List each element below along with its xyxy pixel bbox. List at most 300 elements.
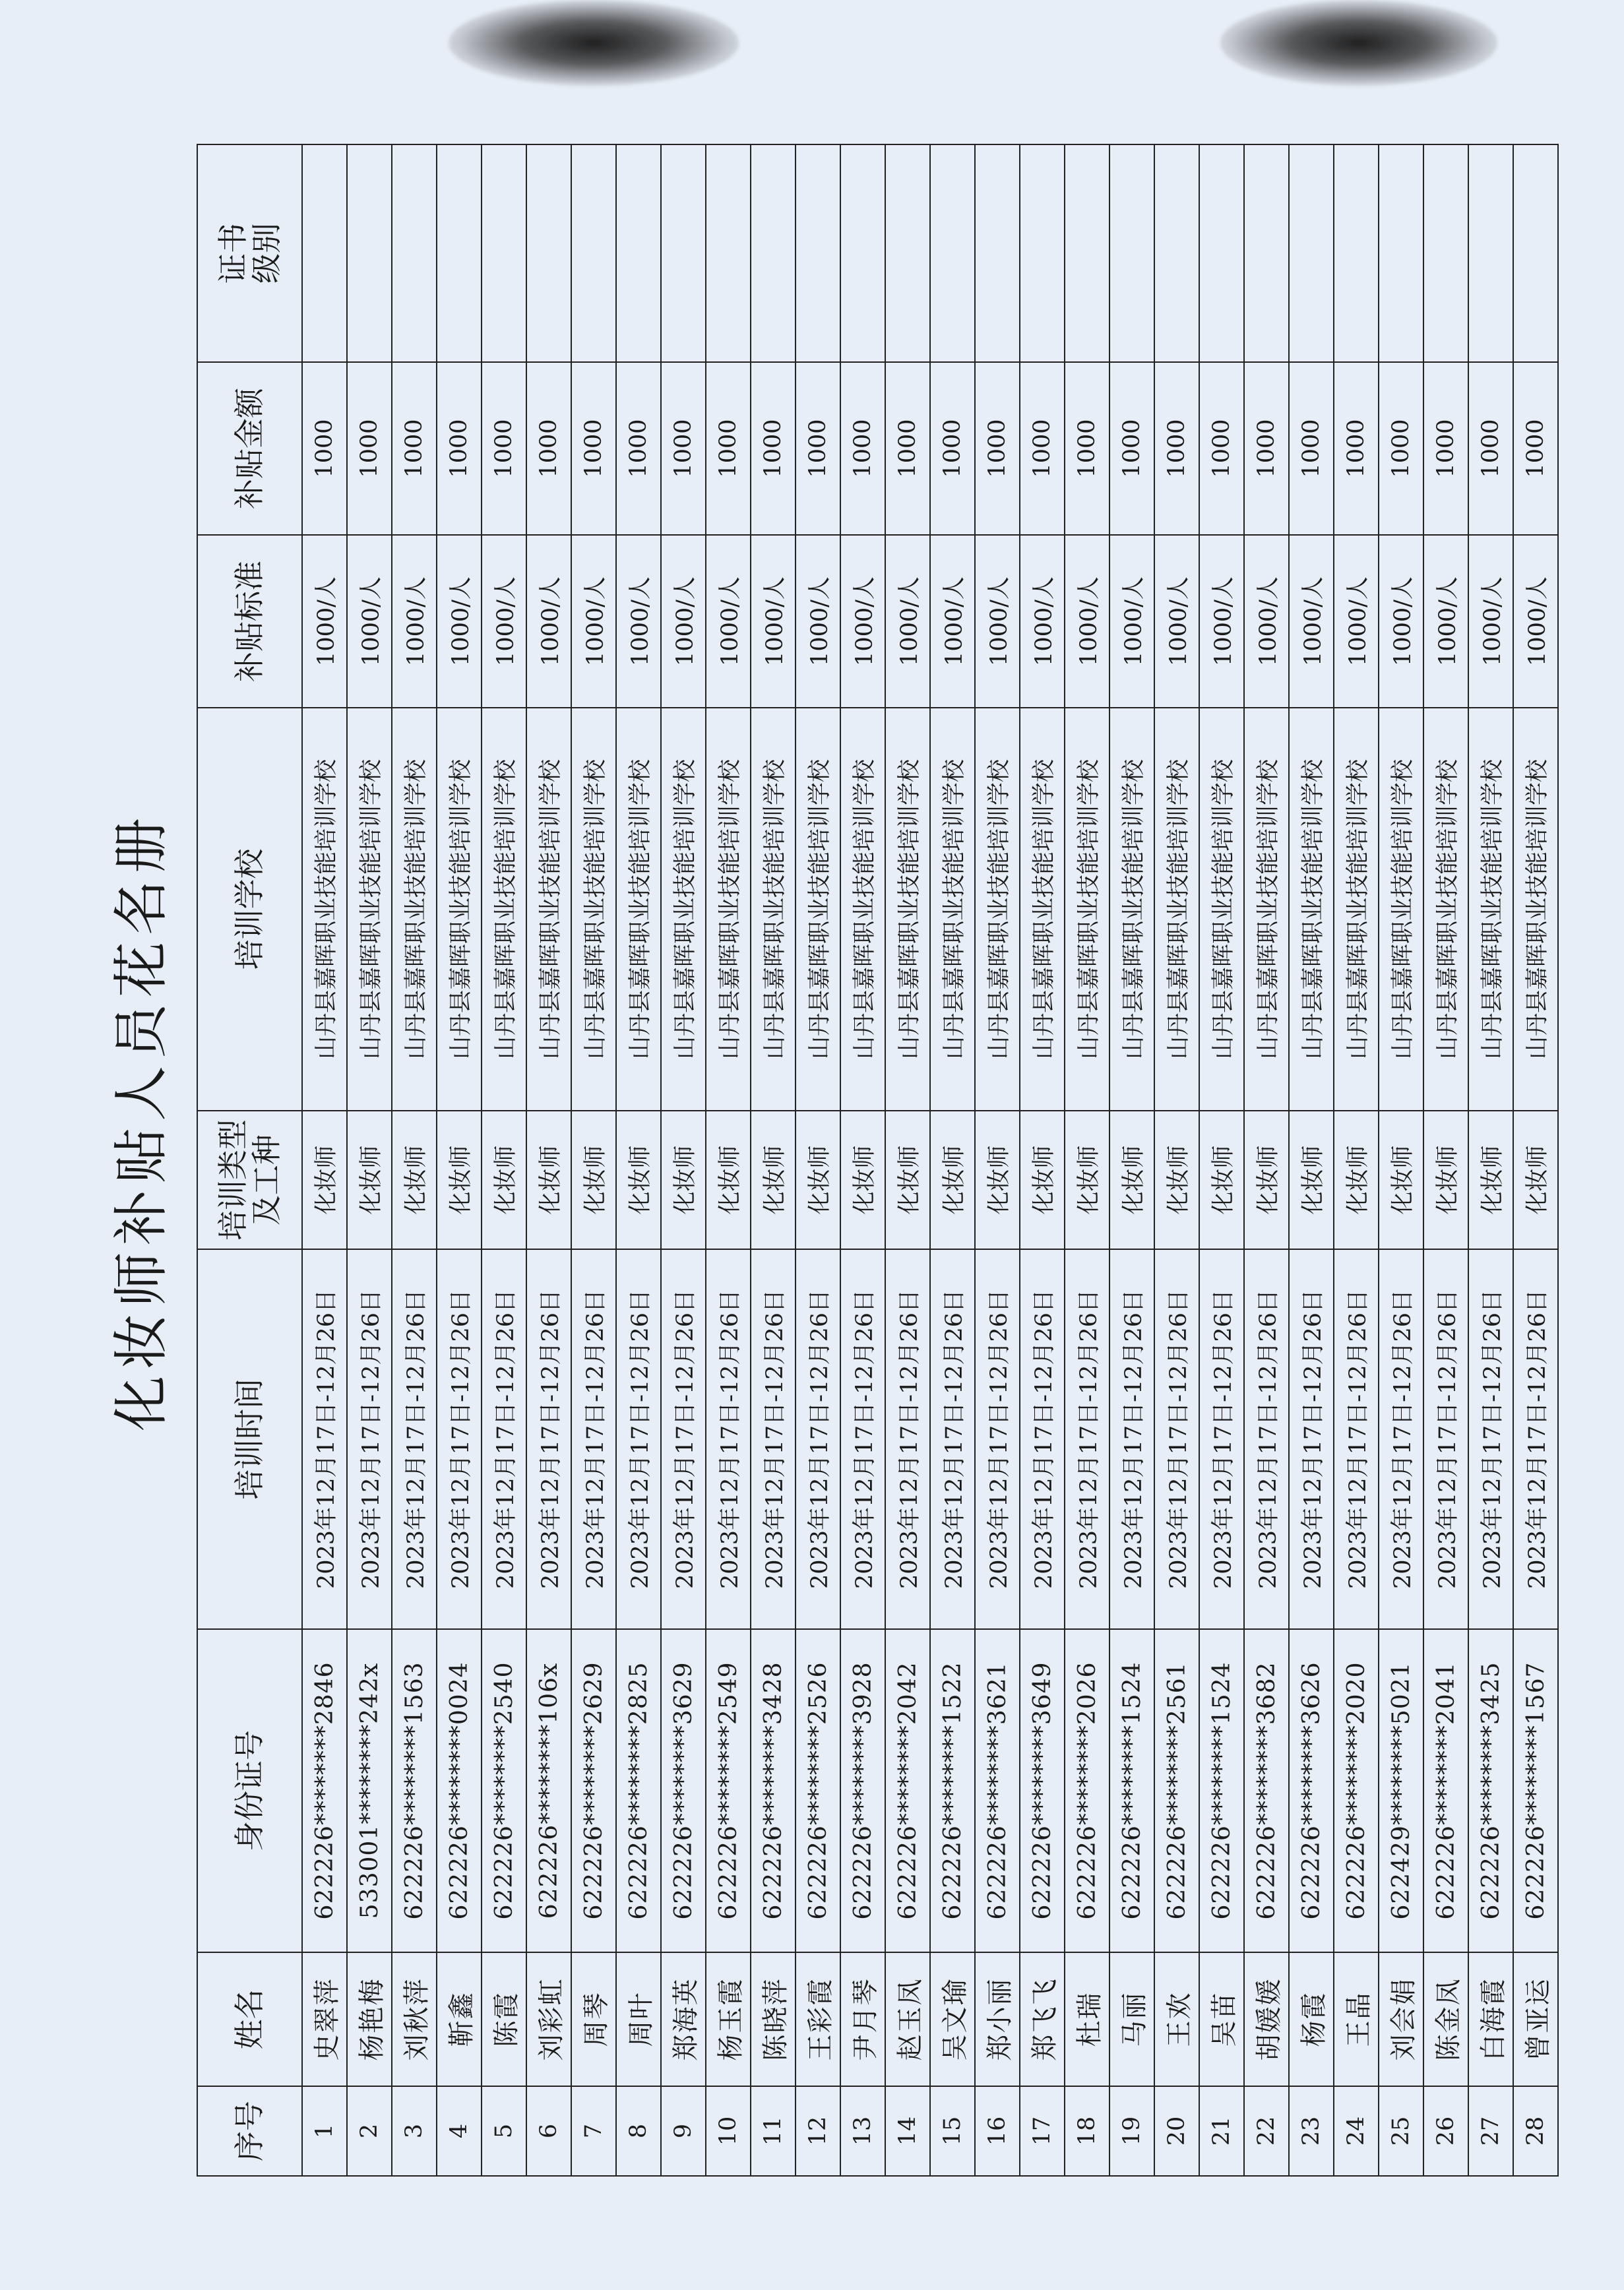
scan-smudge-left [449, 0, 739, 86]
cell-time: 2023年12月17日-12月26日 [1334, 1249, 1379, 1629]
cell-school: 山丹县嘉晖职业技能培训学校 [571, 708, 616, 1111]
table-row [706, 144, 751, 2176]
cell-type: 化妆师 [616, 1111, 661, 1249]
cell-name: 陈霞 [482, 1952, 526, 2086]
cell-school: 山丹县嘉晖职业技能培训学校 [482, 708, 526, 1111]
cell-time: 2023年12月17日-12月26日 [302, 1249, 347, 1629]
cell-type: 化妆师 [1065, 1111, 1109, 1249]
cell-name: 杜瑞 [1065, 1952, 1109, 2086]
cell-seq: 9 [661, 2086, 706, 2176]
cell-time: 2023年12月17日-12月26日 [840, 1249, 885, 1629]
cell-seq: 23 [1289, 2086, 1334, 2176]
cell-standard: 1000/人 [885, 535, 930, 708]
rotated-page [79, 145, 1553, 2177]
header-amount: 补贴金额 [197, 362, 302, 535]
cell-standard: 1000/人 [1513, 535, 1558, 708]
cell-school: 山丹县嘉晖职业技能培训学校 [1289, 708, 1334, 1111]
table-row [1423, 144, 1468, 2176]
cell-amount: 1000 [1020, 362, 1065, 535]
cell-amount: 1000 [975, 362, 1020, 535]
cell-cert [1154, 144, 1199, 362]
cell-school: 山丹县嘉晖职业技能培训学校 [1154, 708, 1199, 1111]
cell-school: 山丹县嘉晖职业技能培训学校 [1109, 708, 1154, 1111]
cell-name: 周琴 [571, 1952, 616, 2086]
cell-amount: 1000 [526, 362, 571, 535]
cell-seq: 20 [1154, 2086, 1199, 2176]
cell-standard: 1000/人 [796, 535, 840, 708]
table-row [616, 144, 661, 2176]
table-row [1289, 144, 1334, 2176]
cell-name: 赵玉凤 [885, 1952, 930, 2086]
header-type [197, 1111, 302, 1249]
table-row [840, 144, 885, 2176]
cell-seq: 10 [706, 2086, 751, 2176]
cell-type: 化妆师 [706, 1111, 751, 1249]
cell-cert [1199, 144, 1244, 362]
cell-time: 2023年12月17日-12月26日 [751, 1249, 796, 1629]
cell-cert [796, 144, 840, 362]
header-cert-line2: 级别 [248, 223, 284, 284]
cell-seq: 26 [1423, 2086, 1468, 2176]
table-row [975, 144, 1020, 2176]
cell-standard: 1000/人 [1334, 535, 1379, 708]
cell-id: 622226********3629 [661, 1629, 706, 1952]
roster-body [302, 144, 1558, 2176]
cell-standard: 1000/人 [437, 535, 482, 708]
cell-type: 化妆师 [482, 1111, 526, 1249]
table-row [1513, 144, 1558, 2176]
cell-id: 622226********3682 [1244, 1629, 1289, 1952]
cell-time: 2023年12月17日-12月26日 [661, 1249, 706, 1629]
cell-school: 山丹县嘉晖职业技能培训学校 [392, 708, 437, 1111]
cell-seq: 22 [1244, 2086, 1289, 2176]
cell-cert [1065, 144, 1109, 362]
cell-cert [661, 144, 706, 362]
cell-amount: 1000 [392, 362, 437, 535]
cell-name: 杨霞 [1289, 1952, 1334, 2086]
cell-amount: 1000 [1423, 362, 1468, 535]
cell-name: 郑飞飞 [1020, 1952, 1065, 2086]
header-cert-line1: 证书 [214, 223, 251, 284]
cell-amount: 1000 [1065, 362, 1109, 535]
cell-seq: 18 [1065, 2086, 1109, 2176]
cell-id: 622226********1567 [1513, 1629, 1558, 1952]
cell-cert [706, 144, 751, 362]
cell-name: 吴苗 [1199, 1952, 1244, 2086]
table-row [885, 144, 930, 2176]
cell-cert [885, 144, 930, 362]
cell-cert [571, 144, 616, 362]
cell-seq: 11 [751, 2086, 796, 2176]
cell-cert [1244, 144, 1289, 362]
header-name: 姓名 [197, 1952, 302, 2086]
header-type-line1: 培训类型 [214, 1119, 251, 1241]
cell-name: 史翠萍 [302, 1952, 347, 2086]
cell-type: 化妆师 [930, 1111, 975, 1249]
cell-amount: 1000 [1244, 362, 1289, 535]
cell-id: 622226********3626 [1289, 1629, 1334, 1952]
cell-amount: 1000 [1468, 362, 1513, 535]
cell-amount: 1000 [1154, 362, 1199, 535]
cell-id: 622226********3621 [975, 1629, 1020, 1952]
cell-seq: 15 [930, 2086, 975, 2176]
cell-school: 山丹县嘉晖职业技能培训学校 [840, 708, 885, 1111]
cell-id: 622226********1563 [392, 1629, 437, 1952]
cell-school: 山丹县嘉晖职业技能培训学校 [1423, 708, 1468, 1111]
cell-cert [975, 144, 1020, 362]
cell-time: 2023年12月17日-12月26日 [1109, 1249, 1154, 1629]
cell-school: 山丹县嘉晖职业技能培训学校 [661, 708, 706, 1111]
cell-standard: 1000/人 [482, 535, 526, 708]
cell-name: 尹月琴 [840, 1952, 885, 2086]
cell-seq: 16 [975, 2086, 1020, 2176]
header-type-line2: 及工种 [248, 1134, 284, 1225]
cell-school: 山丹县嘉晖职业技能培训学校 [347, 708, 392, 1111]
cell-type: 化妆师 [1423, 1111, 1468, 1249]
cell-school: 山丹县嘉晖职业技能培训学校 [1468, 708, 1513, 1111]
cell-amount: 1000 [840, 362, 885, 535]
cell-standard: 1000/人 [616, 535, 661, 708]
cell-name: 杨艳梅 [347, 1952, 392, 2086]
cell-seq: 25 [1379, 2086, 1423, 2176]
cell-school: 山丹县嘉晖职业技能培训学校 [1334, 708, 1379, 1111]
cell-id: 533001********242x [347, 1629, 392, 1952]
cell-id: 622226********3928 [840, 1629, 885, 1952]
cell-standard: 1000/人 [1468, 535, 1513, 708]
cell-id: 622226********1524 [1109, 1629, 1154, 1952]
table-row [437, 144, 482, 2176]
cell-cert [347, 144, 392, 362]
cell-school: 山丹县嘉晖职业技能培训学校 [1065, 708, 1109, 1111]
table-row [1154, 144, 1199, 2176]
cell-time: 2023年12月17日-12月26日 [526, 1249, 571, 1629]
cell-name: 曾亚运 [1513, 1952, 1558, 2086]
cell-time: 2023年12月17日-12月26日 [1513, 1249, 1558, 1629]
scan-smudge-right [1220, 0, 1497, 86]
cell-standard: 1000/人 [392, 535, 437, 708]
table-row [392, 144, 437, 2176]
cell-school: 山丹县嘉晖职业技能培训学校 [1199, 708, 1244, 1111]
table-row [347, 144, 392, 2176]
cell-id: 622429********5021 [1379, 1629, 1423, 1952]
cell-amount: 1000 [1109, 362, 1154, 535]
cell-name: 胡媛媛 [1244, 1952, 1289, 2086]
cell-type: 化妆师 [571, 1111, 616, 1249]
cell-name: 王晶 [1334, 1952, 1379, 2086]
cell-time: 2023年12月17日-12月26日 [1020, 1249, 1065, 1629]
cell-amount: 1000 [885, 362, 930, 535]
cell-school: 山丹县嘉晖职业技能培训学校 [1020, 708, 1065, 1111]
cell-school: 山丹县嘉晖职业技能培训学校 [526, 708, 571, 1111]
cell-type: 化妆师 [302, 1111, 347, 1249]
cell-name: 王彩霞 [796, 1952, 840, 2086]
cell-school: 山丹县嘉晖职业技能培训学校 [1379, 708, 1423, 1111]
cell-school: 山丹县嘉晖职业技能培训学校 [1244, 708, 1289, 1111]
cell-type: 化妆师 [392, 1111, 437, 1249]
cell-type: 化妆师 [796, 1111, 840, 1249]
cell-type: 化妆师 [661, 1111, 706, 1249]
cell-time: 2023年12月17日-12月26日 [392, 1249, 437, 1629]
table-row [796, 144, 840, 2176]
cell-standard: 1000/人 [975, 535, 1020, 708]
cell-time: 2023年12月17日-12月26日 [482, 1249, 526, 1629]
table-row [1244, 144, 1289, 2176]
header-time: 培训时间 [197, 1249, 302, 1629]
cell-amount: 1000 [930, 362, 975, 535]
cell-standard: 1000/人 [302, 535, 347, 708]
header-school: 培训学校 [197, 708, 302, 1111]
cell-amount: 1000 [796, 362, 840, 535]
cell-name: 刘彩虹 [526, 1952, 571, 2086]
cell-standard: 1000/人 [1423, 535, 1468, 708]
cell-cert [1379, 144, 1423, 362]
cell-id: 622226********2540 [482, 1629, 526, 1952]
table-row [661, 144, 706, 2176]
header-row [197, 144, 302, 2176]
cell-school: 山丹县嘉晖职业技能培训学校 [751, 708, 796, 1111]
cell-type: 化妆师 [1199, 1111, 1244, 1249]
cell-amount: 1000 [1379, 362, 1423, 535]
cell-id: 622226********1524 [1199, 1629, 1244, 1952]
cell-amount: 1000 [302, 362, 347, 535]
header-standard: 补贴标准 [197, 535, 302, 708]
cell-cert [1109, 144, 1154, 362]
cell-time: 2023年12月17日-12月26日 [1154, 1249, 1199, 1629]
cell-name: 郑海英 [661, 1952, 706, 2086]
cell-time: 2023年12月17日-12月26日 [1244, 1249, 1289, 1629]
cell-time: 2023年12月17日-12月26日 [1289, 1249, 1334, 1629]
cell-cert [482, 144, 526, 362]
cell-name: 周叶 [616, 1952, 661, 2086]
cell-cert [1468, 144, 1513, 362]
cell-type: 化妆师 [526, 1111, 571, 1249]
table-row [930, 144, 975, 2176]
cell-standard: 1000/人 [930, 535, 975, 708]
cell-amount: 1000 [1513, 362, 1558, 535]
cell-seq: 17 [1020, 2086, 1065, 2176]
cell-seq: 6 [526, 2086, 571, 2176]
cell-time: 2023年12月17日-12月26日 [1379, 1249, 1423, 1629]
cell-cert [751, 144, 796, 362]
cell-amount: 1000 [661, 362, 706, 535]
cell-cert [1423, 144, 1468, 362]
cell-seq: 13 [840, 2086, 885, 2176]
cell-cert [302, 144, 347, 362]
cell-seq: 19 [1109, 2086, 1154, 2176]
cell-name: 郑小丽 [975, 1952, 1020, 2086]
cell-school: 山丹县嘉晖职业技能培训学校 [616, 708, 661, 1111]
cell-id: 622226********2020 [1334, 1629, 1379, 1952]
roster-table [197, 144, 1559, 2177]
cell-amount: 1000 [616, 362, 661, 535]
cell-standard: 1000/人 [1154, 535, 1199, 708]
cell-cert [616, 144, 661, 362]
cell-standard: 1000/人 [1244, 535, 1289, 708]
cell-seq: 3 [392, 2086, 437, 2176]
cell-name: 靳鑫 [437, 1952, 482, 2086]
cell-type: 化妆师 [1334, 1111, 1379, 1249]
cell-standard: 1000/人 [1199, 535, 1244, 708]
cell-id: 622226********2825 [616, 1629, 661, 1952]
table-row [1379, 144, 1423, 2176]
table-row [1334, 144, 1379, 2176]
cell-standard: 1000/人 [347, 535, 392, 708]
cell-standard: 1000/人 [1379, 535, 1423, 708]
cell-standard: 1000/人 [1065, 535, 1109, 708]
cell-cert [437, 144, 482, 362]
table-row [571, 144, 616, 2176]
cell-standard: 1000/人 [526, 535, 571, 708]
cell-id: 622226********1522 [930, 1629, 975, 1952]
cell-id: 622226********2526 [796, 1629, 840, 1952]
cell-seq: 12 [796, 2086, 840, 2176]
cell-time: 2023年12月17日-12月26日 [1468, 1249, 1513, 1629]
header-id: 身份证号 [197, 1629, 302, 1952]
cell-type: 化妆师 [1154, 1111, 1199, 1249]
cell-time: 2023年12月17日-12月26日 [347, 1249, 392, 1629]
header-seq: 序号 [197, 2086, 302, 2176]
cell-type: 化妆师 [1289, 1111, 1334, 1249]
table-row [482, 144, 526, 2176]
cell-seq: 5 [482, 2086, 526, 2176]
cell-cert [840, 144, 885, 362]
cell-school: 山丹县嘉晖职业技能培训学校 [930, 708, 975, 1111]
cell-seq: 27 [1468, 2086, 1513, 2176]
table-row [1468, 144, 1513, 2176]
cell-amount: 1000 [571, 362, 616, 535]
cell-type: 化妆师 [1513, 1111, 1558, 1249]
cell-name: 陈金凤 [1423, 1952, 1468, 2086]
cell-amount: 1000 [1334, 362, 1379, 535]
cell-school: 山丹县嘉晖职业技能培训学校 [885, 708, 930, 1111]
cell-standard: 1000/人 [1289, 535, 1334, 708]
cell-id: 622226********0024 [437, 1629, 482, 1952]
cell-id: 622226********2042 [885, 1629, 930, 1952]
cell-seq: 28 [1513, 2086, 1558, 2176]
cell-amount: 1000 [1199, 362, 1244, 535]
cell-standard: 1000/人 [751, 535, 796, 708]
cell-standard: 1000/人 [661, 535, 706, 708]
cell-school: 山丹县嘉晖职业技能培训学校 [706, 708, 751, 1111]
cell-id: 622226********106x [526, 1629, 571, 1952]
cell-time: 2023年12月17日-12月26日 [930, 1249, 975, 1629]
cell-id: 622226********2041 [1423, 1629, 1468, 1952]
cell-standard: 1000/人 [1020, 535, 1065, 708]
table-row [1065, 144, 1109, 2176]
cell-type: 化妆师 [437, 1111, 482, 1249]
cell-type: 化妆师 [975, 1111, 1020, 1249]
cell-school: 山丹县嘉晖职业技能培训学校 [1513, 708, 1558, 1111]
cell-school: 山丹县嘉晖职业技能培训学校 [796, 708, 840, 1111]
cell-standard: 1000/人 [706, 535, 751, 708]
cell-time: 2023年12月17日-12月26日 [706, 1249, 751, 1629]
cell-name: 刘秋萍 [392, 1952, 437, 2086]
cell-id: 622226********3428 [751, 1629, 796, 1952]
cell-cert [930, 144, 975, 362]
cell-amount: 1000 [751, 362, 796, 535]
table-row [751, 144, 796, 2176]
cell-name: 吴文瑜 [930, 1952, 975, 2086]
cell-type: 化妆师 [840, 1111, 885, 1249]
cell-seq: 2 [347, 2086, 392, 2176]
table-row [1199, 144, 1244, 2176]
cell-amount: 1000 [437, 362, 482, 535]
cell-time: 2023年12月17日-12月26日 [571, 1249, 616, 1629]
cell-standard: 1000/人 [840, 535, 885, 708]
cell-amount: 1000 [482, 362, 526, 535]
cell-standard: 1000/人 [1109, 535, 1154, 708]
cell-id: 622226********2549 [706, 1629, 751, 1952]
cell-seq: 8 [616, 2086, 661, 2176]
cell-seq: 4 [437, 2086, 482, 2176]
cell-id: 622226********3425 [1468, 1629, 1513, 1952]
cell-amount: 1000 [1289, 362, 1334, 535]
cell-time: 2023年12月17日-12月26日 [975, 1249, 1020, 1629]
cell-id: 622226********2026 [1065, 1629, 1109, 1952]
cell-type: 化妆师 [1020, 1111, 1065, 1249]
cell-id: 622226********2629 [571, 1629, 616, 1952]
cell-cert [1334, 144, 1379, 362]
cell-time: 2023年12月17日-12月26日 [885, 1249, 930, 1629]
cell-name: 杨玉霞 [706, 1952, 751, 2086]
cell-id: 622226********2561 [1154, 1629, 1199, 1952]
cell-time: 2023年12月17日-12月26日 [1199, 1249, 1244, 1629]
cell-type: 化妆师 [751, 1111, 796, 1249]
table-row [302, 144, 347, 2176]
cell-name: 王欢 [1154, 1952, 1199, 2086]
cell-cert [526, 144, 571, 362]
cell-time: 2023年12月17日-12月26日 [437, 1249, 482, 1629]
table-row [526, 144, 571, 2176]
cell-seq: 14 [885, 2086, 930, 2176]
table-row [1020, 144, 1065, 2176]
cell-cert [392, 144, 437, 362]
cell-school: 山丹县嘉晖职业技能培训学校 [302, 708, 347, 1111]
cell-standard: 1000/人 [571, 535, 616, 708]
cell-type: 化妆师 [1468, 1111, 1513, 1249]
cell-seq: 7 [571, 2086, 616, 2176]
cell-seq: 21 [1199, 2086, 1244, 2176]
cell-school: 山丹县嘉晖职业技能培训学校 [975, 708, 1020, 1111]
cell-school: 山丹县嘉晖职业技能培训学校 [437, 708, 482, 1111]
cell-name: 马丽 [1109, 1952, 1154, 2086]
cell-type: 化妆师 [885, 1111, 930, 1249]
cell-amount: 1000 [347, 362, 392, 535]
cell-amount: 1000 [706, 362, 751, 535]
cell-id: 622226********3649 [1020, 1629, 1065, 1952]
cell-name: 刘会娟 [1379, 1952, 1423, 2086]
cell-cert [1513, 144, 1558, 362]
cell-type: 化妆师 [347, 1111, 392, 1249]
cell-name: 陈晓萍 [751, 1952, 796, 2086]
document-title: 化妆师补贴人员花名册 [109, 811, 173, 1432]
cell-time: 2023年12月17日-12月26日 [796, 1249, 840, 1629]
table-row [1109, 144, 1154, 2176]
cell-time: 2023年12月17日-12月26日 [1423, 1249, 1468, 1629]
cell-cert [1020, 144, 1065, 362]
cell-type: 化妆师 [1244, 1111, 1289, 1249]
cell-name: 白海霞 [1468, 1952, 1513, 2086]
cell-seq: 24 [1334, 2086, 1379, 2176]
cell-type: 化妆师 [1379, 1111, 1423, 1249]
cell-time: 2023年12月17日-12月26日 [1065, 1249, 1109, 1629]
cell-id: 622226********2846 [302, 1629, 347, 1952]
cell-time: 2023年12月17日-12月26日 [616, 1249, 661, 1629]
header-cert [197, 144, 302, 362]
cell-seq: 1 [302, 2086, 347, 2176]
cell-cert [1289, 144, 1334, 362]
cell-type: 化妆师 [1109, 1111, 1154, 1249]
